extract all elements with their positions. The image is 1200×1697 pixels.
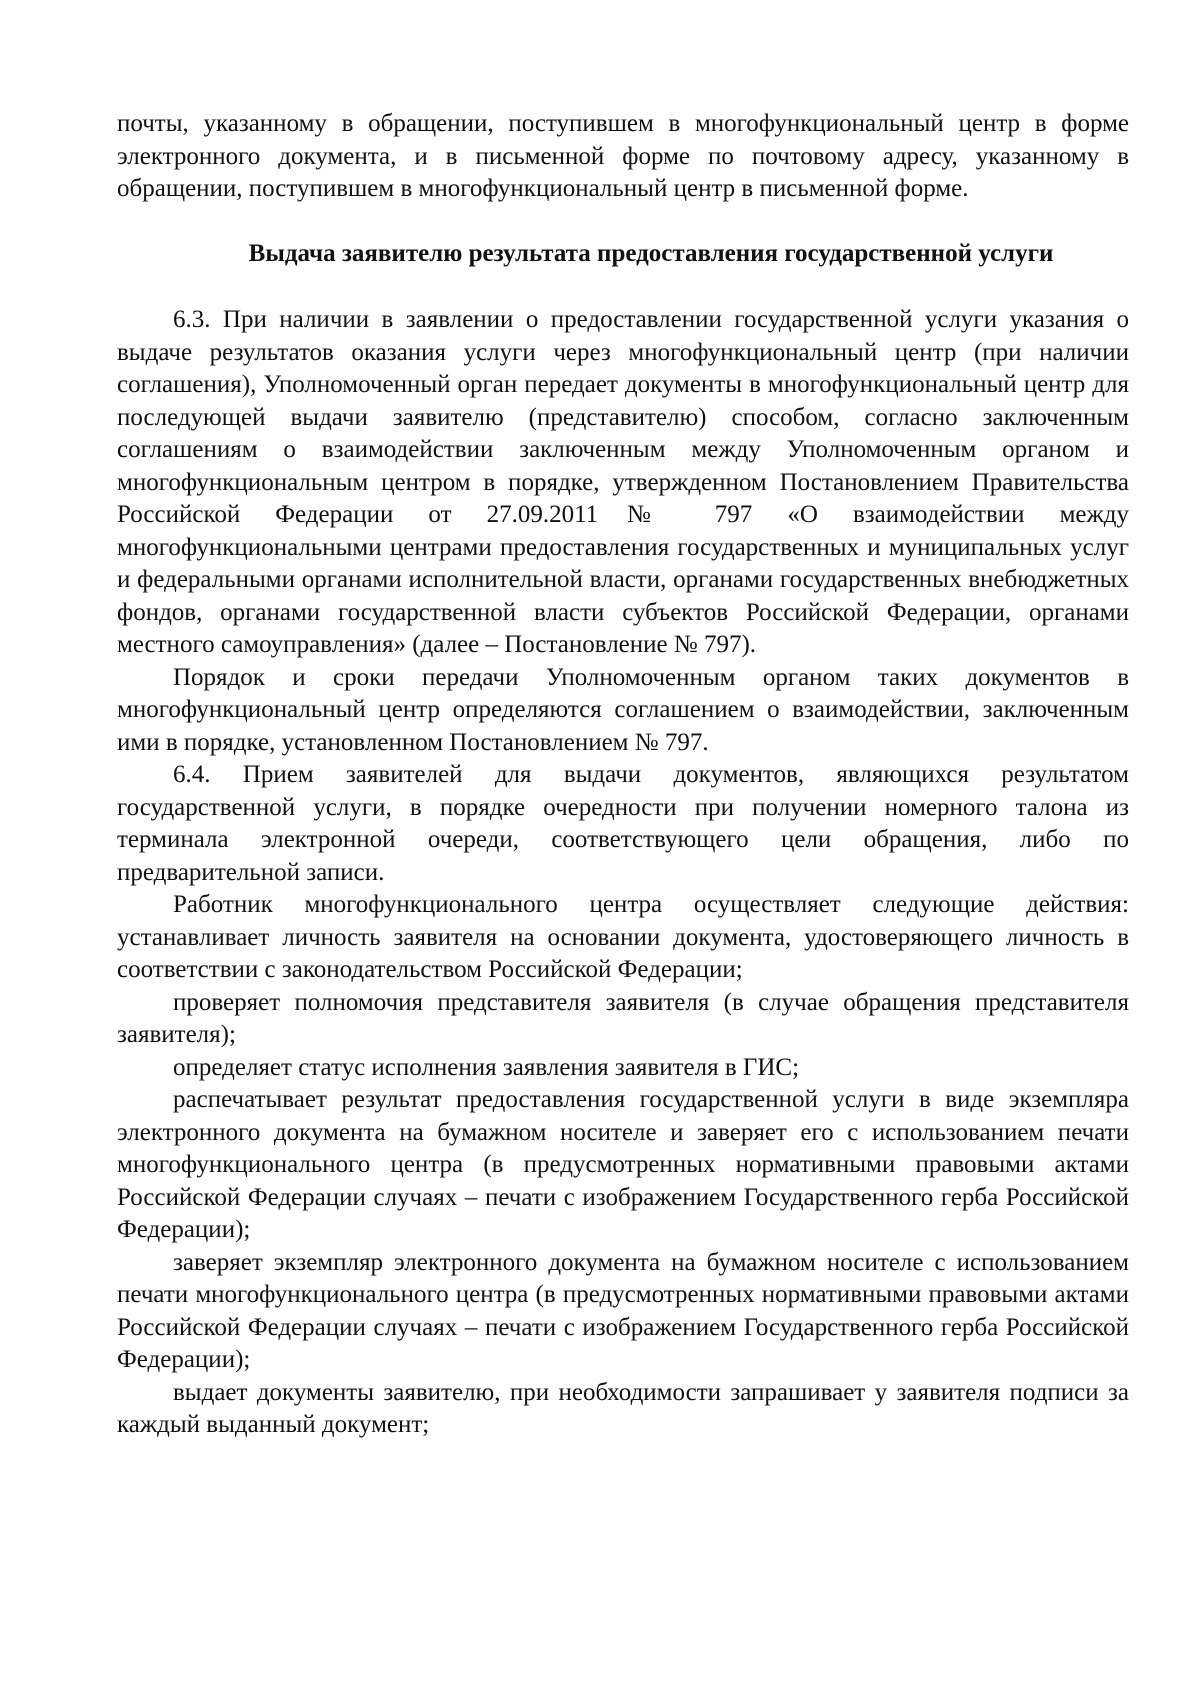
- paragraph-6-3: 6.3. При наличии в заявлении о предоставлении государственной услуги указания о выдаче результатов оказания услуги через многофункциональный центр (при наличии соглашения), Уполномоченный орган передает документы в многофункциональный центр для последующей выдачи заявителю (представителю) способом, согласно заключенным соглашениям о взаимодействии заключенным между Уполномоченным органом и многофункциональным центром в порядке, утвержденном Постановлением Правительства Российской Федерации от 27.09.2011№ 797 «О взаимодействии между многофункциональными центрами предоставления государственных и муниципальных услуг и федеральными органами исполнительной власти, органами государственных внебюджетных фондов, органами государственной власти субъектов Российской Федерации, органами местного самоуправления» (далее – Постановление № 797).: [117, 306, 1129, 658]
- paragraph-certify-copy: заверяет экземпляр электронного документа на бумажном носителе с использованием печати многофункционального центра (в предусмотренных нормативными правовыми актами Российской Федерации случаях – печати с изображением Государственного герба Российской Федерации);: [117, 1248, 1129, 1373]
- paragraph-transfer-procedure: Порядок и сроки передачи Уполномоченным органом таких документов в многофункциональный центр определяются соглашением о взаимодействии, заключенным ими в порядке, установленном Постановлением № 797.: [117, 663, 1129, 756]
- paragraph-print-result: распечатывает результат предоставления государственной услуги в виде экземпляра электронного документа на бумажном носителе и заверяет его с использованием печати многофункционального центра (в предусмотренных нормативными правовыми актами Российской Федерации случаях – печати с изображением Государственного герба Российской Федерации);: [117, 1086, 1129, 1243]
- paragraph-check-status: определяет статус исполнения заявления заявителя в ГИС;: [173, 1053, 800, 1081]
- paragraph-check-authority: проверяет полномочия представителя заявителя (в случае обращения представителя заявителя);: [117, 988, 1129, 1048]
- section-heading: Выдача заявителю результата предоставления государственной услуги: [248, 239, 1054, 267]
- continuation-paragraph: почты, указанному в обращении, поступившем в многофункциональный центр в форме электронного документа, и в письменной форме по почтовому адресу, указанному в обращении, поступившем в многофункциональный центр в письменной форме.: [117, 110, 1129, 202]
- document-page: [117, 108, 1129, 1442]
- paragraph-issue-documents: выдает документы заявителю, при необходимости запрашивает у заявителя подписи за каждый выданный документ;: [117, 1378, 1129, 1438]
- paragraph-6-4: 6.4. Прием заявителей для выдачи документов, являющихся результатом государственной услуги, в порядке очередности при получении номерного талона из терминала электронной очереди, соответствующего цели обращения, либо по предварительной записи.: [117, 761, 1129, 886]
- paragraph-mfc-actions: Работник многофункционального центра осуществляет следующие действия: устанавливает личность заявителя на основании документа, удостоверяющего личность в соответствии с законодательством Российской Федерации;: [117, 891, 1129, 983]
